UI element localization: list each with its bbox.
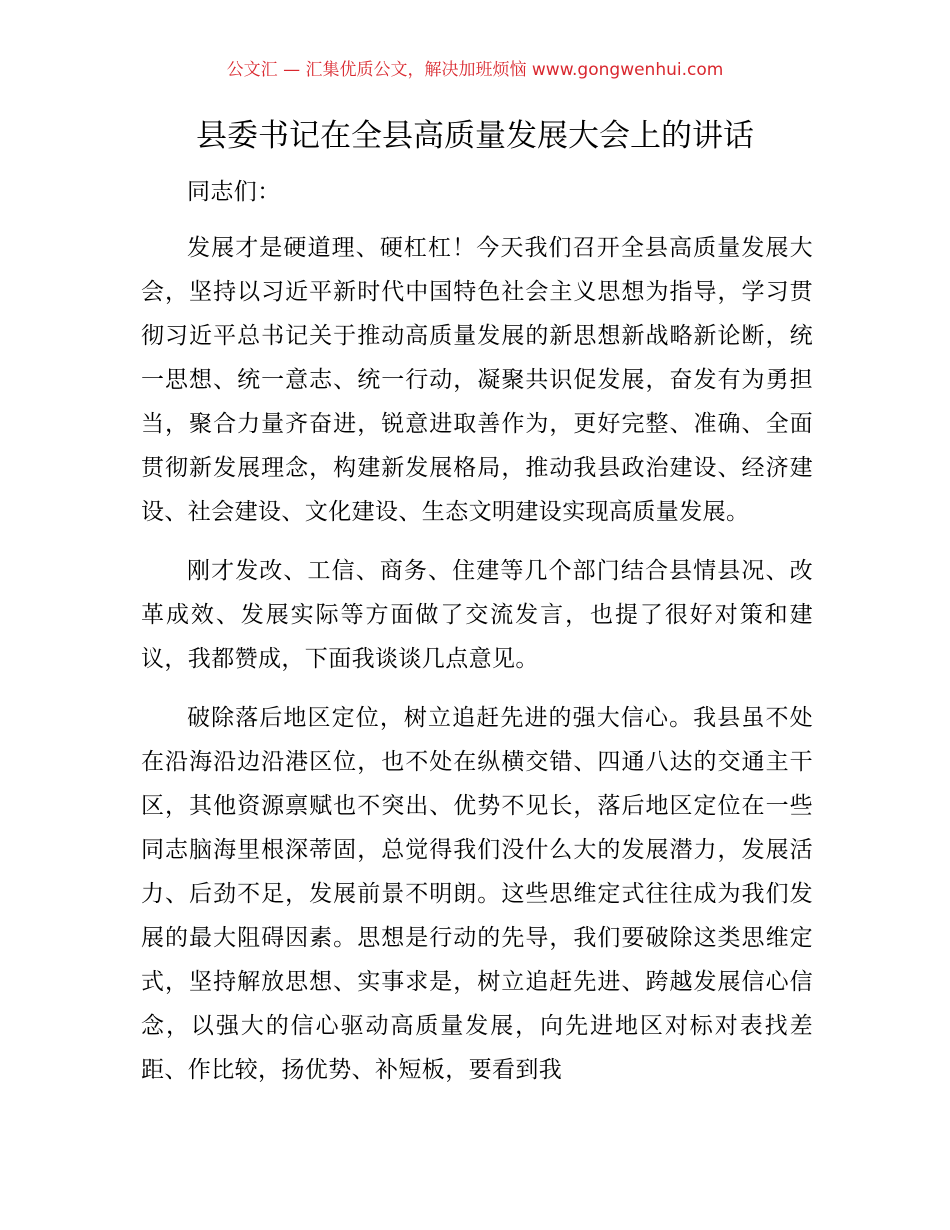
greeting: 同志们： (187, 179, 281, 205)
paragraph-3: 破除落后地区定位，树立追赶先进的强大信心。我县虽不处在沿海沿边沿港区位，也不处在纵横交错、四通八达的交通主干区，其他资源禀赋也不突出、优势不见长，落后地区定位在一些同志脑海里根深蒂固，总觉得我们没什么大的发展潜力，发展活力、后劲不足，发展前景不明朗。这些思维定式往往成为我们发展的最大阻碍因素。思想是行动的先导，我们要破除这类思维定式，坚持解放思想、实事求是，树立追赶先进、跨越发展信心信念，以强大的信心驱动高质量发展，向先进地区对标对表找差距、作比较，扬优势、补短板，要看到我 (141, 705, 813, 1083)
paragraph-1: 发展才是硬道理、硬杠杠！今天我们召开全县高质量发展大会，坚持以习近平新时代中国特色社会主义思想为指导，学习贯彻习近平总书记关于推动高质量发展的新思想新战略新论断，统一思想、统一意志、统一行动，凝聚共识促发展，奋发有为勇担当，聚合力量齐奋进，锐意进取善作为，更好完整、准确、全面贯彻新发展理念，构建新发展格局，推动我县政治建设、经济建设、社会建设、文化建设、生态文明建设实现高质量发展。 (141, 235, 813, 525)
paragraph-2: 刚才发改、工信、商务、住建等几个部门结合县情县况、改革成效、发展实际等方面做了交流发言，也提了很好对策和建议，我都赞成，下面我谈谈几点意见。 (141, 558, 813, 672)
document-title: 县委书记在全县高质量发展大会上的讲话 (196, 118, 754, 154)
site-banner: 公文汇 — 汇集优质公文，解决加班烦恼 www.gongwenhui.com (226, 60, 724, 80)
document-body (141, 170, 813, 1092)
